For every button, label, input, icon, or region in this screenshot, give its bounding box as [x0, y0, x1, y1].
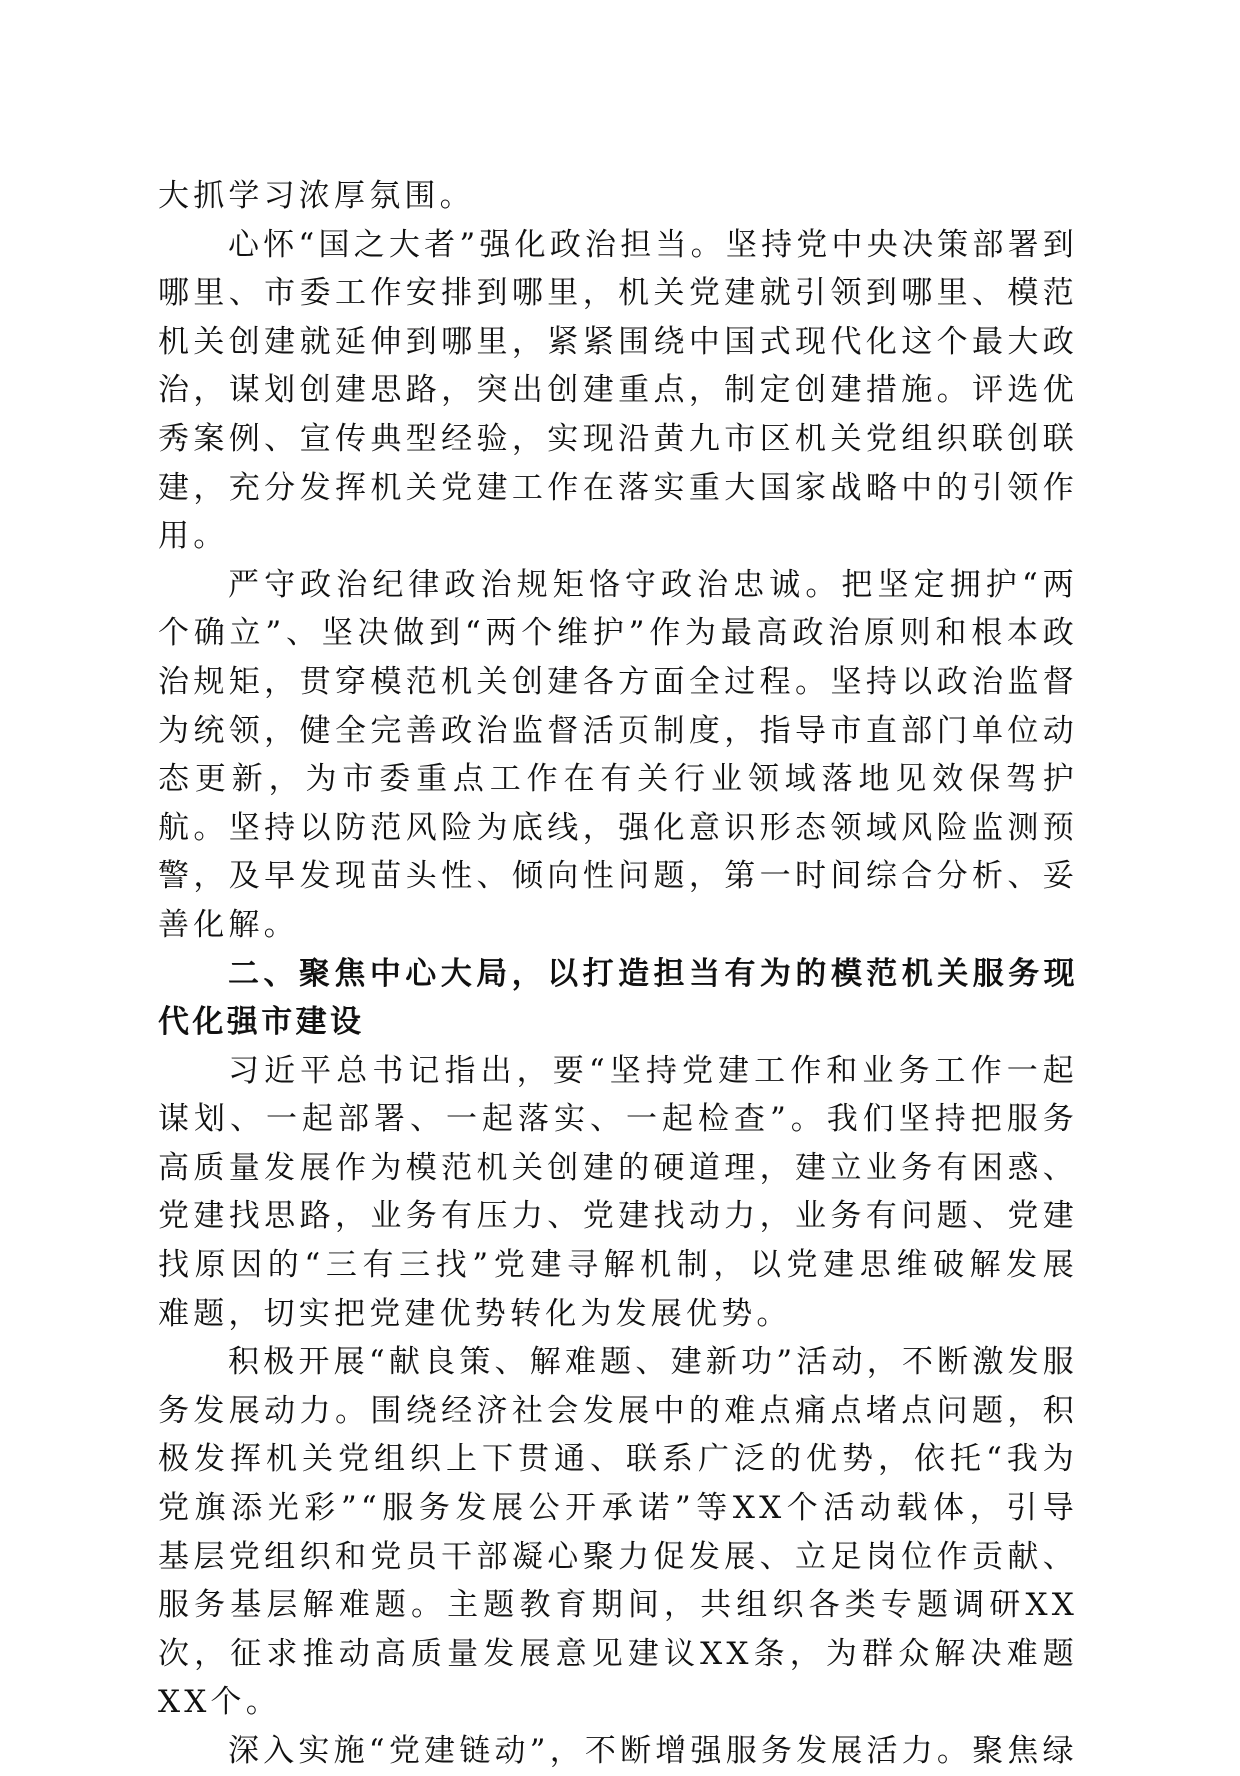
document-page	[158, 172, 1078, 1776]
paragraph-xi-quote: 习近平总书记指出，要“坚持党建工作和业务工作一起谋划、一起部署、一起落实、一起检查”。我们坚持把服务高质量发展作为模范机关创建的硬道理，建立业务有困惑、党建找思路，业务有压力、党建找动力，业务有问题、党建找原因的“三有三找”党建寻解机制，以党建思维破解发展难题，切实把党建优势转化为发展优势。	[158, 1052, 1078, 1332]
paragraph-political-discipline: 严守政治纪律政治规矩恪守政治忠诚。把坚定拥护“两个确立”、坚决做到“两个维护”作为最高政治原则和根本政治规矩，贯穿模范机关创建各方面全过程。坚持以政治监督为统领，健全完善政治监督活页制度，指导市直部门单位动态更新，为市委重点工作在有关行业领域落地见效保驾护航。坚持以防范风险为底线，强化意识形态领域风险监测预警，及早发现苗头性、倾向性问题，第一时间综合分析、妥善化解。	[158, 566, 1078, 943]
paragraph-party-chain: 深入实施“党建链动”，不断增强服务发展活力。聚焦绿	[228, 1733, 1078, 1769]
paragraph-political-responsibility: 心怀“国之大者”强化政治担当。坚持党中央决策部署到哪里、市委工作安排到哪里，机关党建就引领到哪里、模范机关创建就延伸到哪里，紧紧围绕中国式现代化这个最大政治，谋划创建思路，突出创建重点，制定创建措施。评选优秀案例、宣传典型经验，实现沿黄九市区机关党组织联创联建，充分发挥机关党建工作在落实重大国家战略中的引领作用。	[158, 226, 1078, 555]
section-heading-two: 二、聚焦中心大局，以打造担当有为的模范机关服务现代化强市建设	[158, 955, 1078, 1041]
paragraph-continuation: 大抓学习浓厚氛围。	[158, 178, 475, 214]
paragraph-activities: 积极开展“献良策、解难题、建新功”活动，不断激发服务发展动力。围绕经济社会发展中的难点痛点堵点问题，积极发挥机关党组织上下贯通、联系广泛的优势，依托“我为党旗添光彩”“服务发展公开承诺”等XX个活动载体，引导基层党组织和党员干部凝心聚力促发展、立足岗位作贡献、服务基层解难题。主题教育期间，共组织各类专题调研XX次，征求推动高质量发展意见建议XX条，为群众解决难题XX个。	[158, 1344, 1078, 1721]
